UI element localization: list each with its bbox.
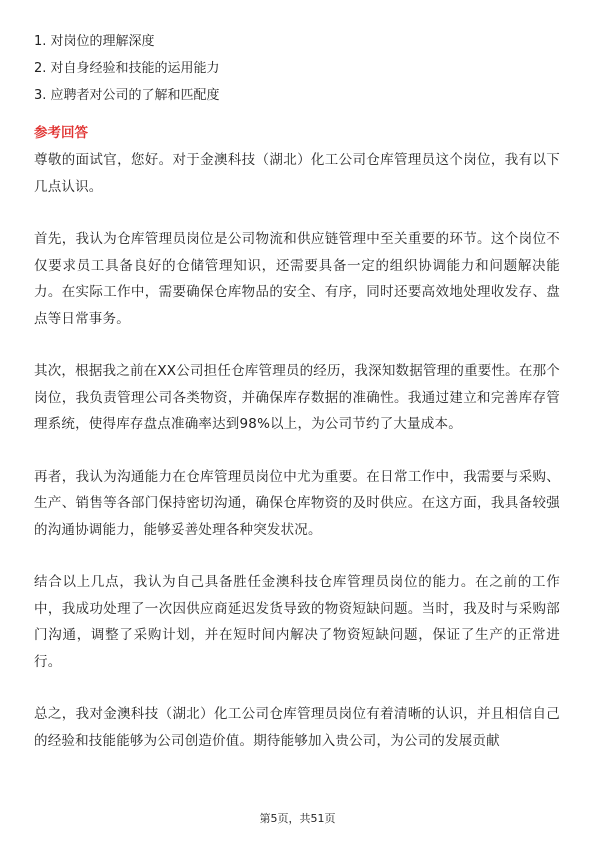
answer-paragraph: 再者，我认为沟通能力在仓库管理员岗位中尤为重要。在日常工作中，我需要与采购、生产、销售等各部门保持密切沟通，确保仓库物资的及时供应。在这方面，我具备较强的沟通协调能力，能够妥善处理各种突发状况。 bbox=[34, 468, 560, 538]
answer-paragraph: 结合以上几点，我认为自己具备胜任金澳科技仓库管理员岗位的能力。在之前的工作中，我成功处理了一次因供应商延迟发货导致的物资短缺问题。当时，我及时与采购部门沟通，调整了采购计划，并在短时间内解决了物资短缺问题，保证了生产的正常进行。 bbox=[34, 574, 560, 670]
criteria-item: 1. 对岗位的理解深度 bbox=[34, 34, 155, 49]
page-number-footer: 第5页，共51页 bbox=[259, 812, 336, 825]
reference-answer-heading: 参考回答 bbox=[34, 125, 88, 141]
evaluation-criteria-list bbox=[34, 33, 564, 114]
reference-answer-body bbox=[34, 147, 560, 780]
answer-paragraph: 其次，根据我之前在XX公司担任仓库管理员的经历，我深知数据管理的重要性。在那个岗位，我负责管理公司各类物资，并确保库存数据的准确性。我通过建立和完善库存管理系统，使得库存盘点准确率达到98%以上，为公司节约了大量成本。 bbox=[34, 363, 560, 432]
answer-paragraph: 首先，我认为仓库管理员岗位是公司物流和供应链管理中至关重要的环节。这个岗位不仅要求员工具备良好的仓储管理知识，还需要具备一定的组织协调能力和问题解决能力。在实际工作中，需要确保仓库物品的安全、有序，同时还要高效地处理收发存、盘点等日常事务。 bbox=[34, 231, 560, 327]
criteria-item: 2. 对自身经验和技能的运用能力 bbox=[34, 61, 220, 76]
answer-paragraph: 尊敬的面试官，您好。对于金澳科技（湖北）化工公司仓库管理员这个岗位，我有以下几点认识。 bbox=[34, 152, 560, 195]
criteria-item: 3. 应聘者对公司的了解和匹配度 bbox=[34, 88, 220, 103]
answer-paragraph: 总之，我对金澳科技（湖北）化工公司仓库管理员岗位有着清晰的认识，并且相信自己的经验和技能能够为公司创造价值。期待能够加入贵公司，为公司的发展贡献 bbox=[34, 706, 560, 749]
